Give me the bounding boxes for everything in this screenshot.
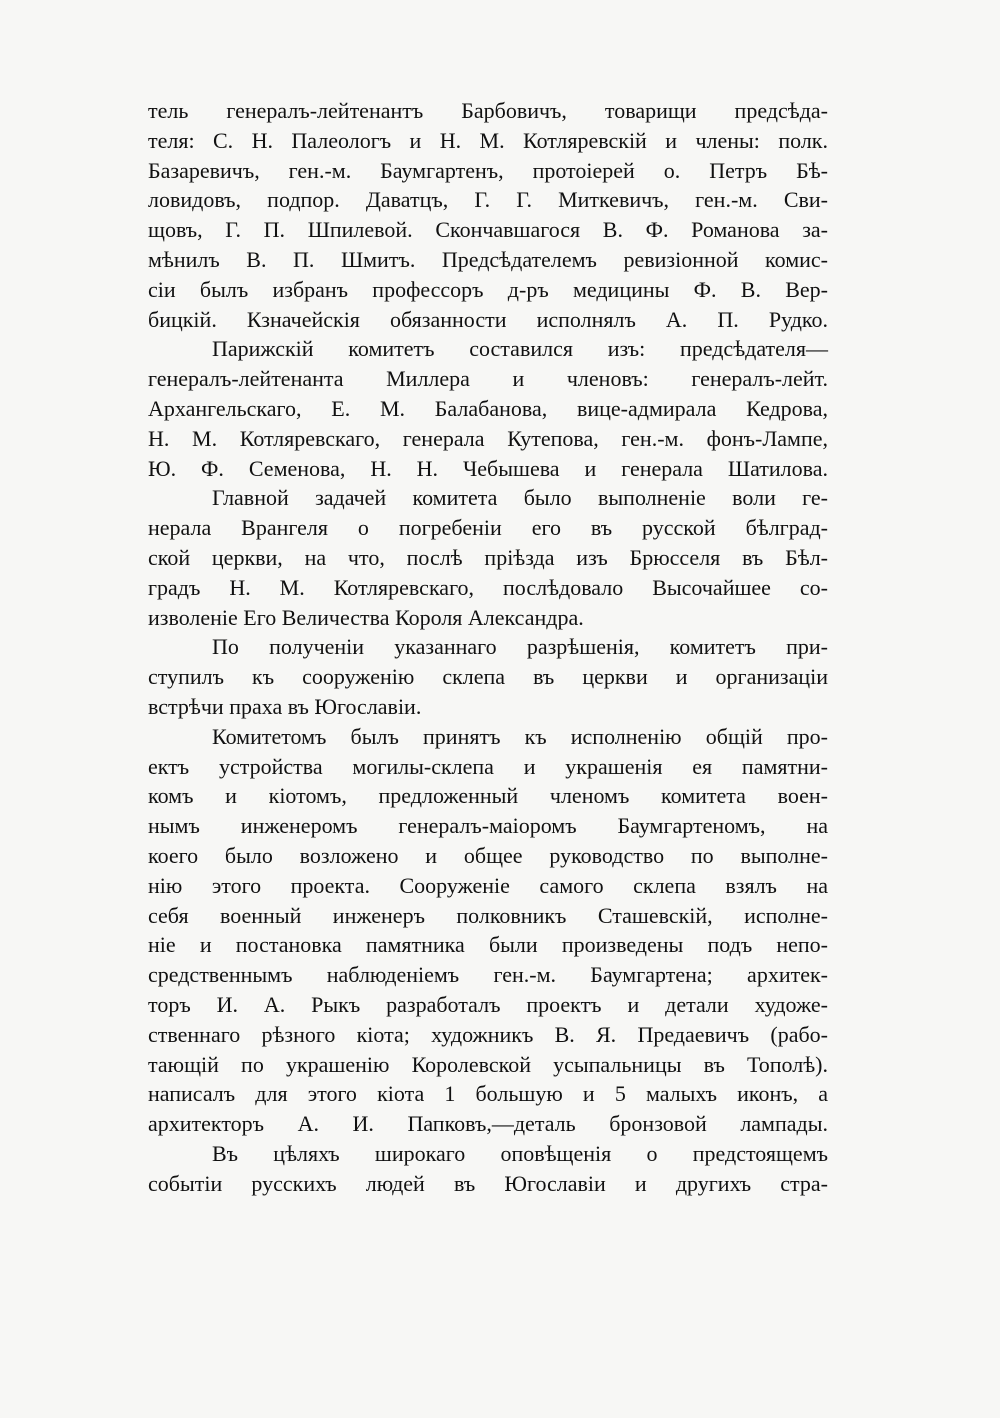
text-line: Ю. Ф. Семенова, Н. Н. Чебышева и генерала Шатилова.: [148, 455, 828, 481]
text-line: написалъ для этого кіота 1 большую и 5 малыхъ иконъ, а: [148, 1081, 828, 1107]
text-line: нерала Врангеля о погребеніи его въ русской бѣлград-: [148, 515, 828, 541]
text-line: средственнымъ наблюденіемъ ген.-м. Баумгартена; архитек-: [148, 962, 828, 988]
text-line: теля: С. Н. Палеологъ и Н. М. Котляревскій и члены: полк.: [148, 127, 828, 153]
text-line: тающій по украшенію Королевской усыпальницы въ Тополѣ).: [148, 1051, 828, 1077]
text-line: мѣнилъ В. П. Шмитъ. Предсѣдателемъ ревизіонной комис-: [148, 246, 828, 272]
text-line: Комитетомъ былъ принятъ къ исполненію общій про-: [212, 723, 828, 749]
text-line: событіи русскихъ людей въ Югославіи и другихъ стра-: [148, 1170, 828, 1196]
text-line: Главной задачей комитета было выполненіе воли ге-: [212, 485, 828, 511]
text-line: градъ Н. М. Котляревскаго, послѣдовало Высочайшее со-: [148, 574, 828, 600]
text-line: Парижскій комитетъ составился изъ: предсѣдателя—: [212, 336, 828, 362]
text-line: бицкій. Кзначейскія обязанности исполнялъ А. П. Рудко.: [148, 306, 828, 332]
text-line: По полученіи указаннаго разрѣшенія, комитетъ при-: [212, 634, 828, 660]
text-line: щовъ, Г. П. Шпилевой. Скончавшагося В. Ф. Романова за-: [148, 217, 828, 243]
text-line: сіи былъ избранъ профессоръ д-ръ медицины Ф. В. Вер-: [148, 276, 828, 302]
text-line: себя военный инженеръ полковникъ Сташевскій, исполне-: [148, 902, 828, 928]
body-text: [148, 96, 828, 1198]
text-line: ніе и постановка памятника были произведены подъ непо-: [148, 932, 828, 958]
text-line: нію этого проекта. Сооруженіе самого склепа взялъ на: [148, 872, 828, 898]
text-line: изволеніе Его Величества Короля Александра.: [148, 604, 584, 630]
text-line: ступилъ къ сооруженію склепа въ церкви и организаціи: [148, 664, 828, 690]
text-line: ловидовъ, подпор. Даватцъ, Г. Г. Миткевичъ, ген.-м. Сви-: [148, 187, 828, 213]
text-line: коего было возложено и общее руководство по выполне-: [148, 842, 828, 868]
text-line: торъ И. А. Рыкъ разработалъ проектъ и детали художе-: [148, 991, 828, 1017]
text-line: встрѣчи праха въ Югославіи.: [148, 693, 422, 719]
text-line: Н. М. Котляревскаго, генерала Кутепова, ген.-м. фонъ-Лампе,: [148, 425, 828, 451]
text-line: ской церкви, на что, послѣ пріѣзда изъ Брюсселя въ Бѣл-: [148, 544, 828, 570]
text-line: Архангельскаго, Е. М. Балабанова, вице-адмирала Кедрова,: [148, 395, 828, 421]
text-line: генералъ-лейтенанта Миллера и членовъ: генералъ-лейт.: [148, 366, 828, 392]
text-line: тель генералъ-лейтенантъ Барбовичъ, товарищи предсѣда-: [148, 98, 828, 123]
text-line: ственнаго рѣзного кіота; художникъ В. Я. Предаевичъ (рабо-: [148, 1021, 828, 1047]
text-line: нымъ инженеромъ генералъ-маіоромъ Баумгартеномъ, на: [148, 813, 828, 839]
text-line: комъ и кіотомъ, предложенный членомъ комитета воен-: [148, 783, 828, 809]
text-line: Въ цѣляхъ широкаго оповѣщенія о предстоящемъ: [212, 1140, 828, 1166]
text-line: архитекторъ А. И. Папковъ,—деталь бронзовой лампады.: [148, 1111, 828, 1137]
text-line: ектъ устройства могилы-склепа и украшенія ея памятни-: [148, 753, 828, 779]
text-line: Базаревичъ, ген.-м. Баумгартенъ, протоіерей о. Петръ Бѣ-: [148, 157, 828, 183]
